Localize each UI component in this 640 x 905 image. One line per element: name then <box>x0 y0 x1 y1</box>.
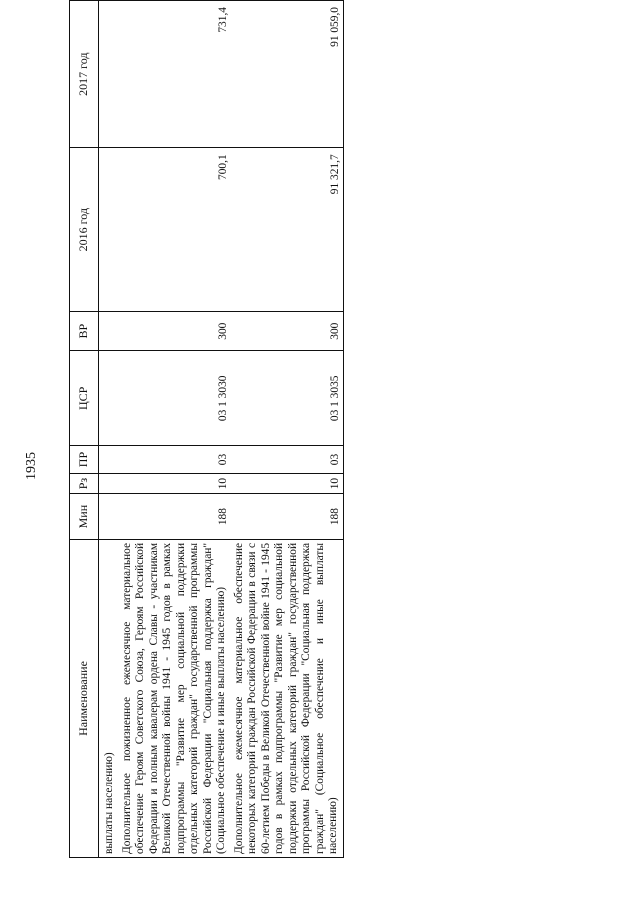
row-vr: 300 <box>231 311 344 350</box>
row-name: Дополнительное пожизненное ежемесячное материальное обеспечение Героям Советского Союза, Героям Российской Федерации и полным кавалерам ордена Славы - участникам Великой Отечественной войны 1941 - 1945 годов в рамках подпрограммы "Развитие мер социальной поддержки отдельных категорий граждан" государственной программы Российской Федерации "Социальная поддержка граждан" (Социальное обеспечение и иные выплаты населению) <box>119 539 231 857</box>
row-pr: 03 <box>231 446 344 474</box>
row-rz <box>99 473 119 493</box>
row-vr <box>99 311 119 350</box>
row-csr: 03 1 3030 <box>119 351 231 446</box>
page-number-text: 1935 <box>24 452 39 480</box>
header-name: Наименование <box>70 539 99 857</box>
row-pr <box>99 446 119 474</box>
row-min: 188 <box>231 494 344 540</box>
row-rz: 10 <box>231 473 344 493</box>
header-2016: 2016 год <box>70 148 99 312</box>
row-min <box>99 494 119 540</box>
row-rz: 10 <box>119 473 231 493</box>
row-min: 188 <box>119 494 231 540</box>
row-2016: 91 321,7 <box>231 148 344 312</box>
row-name: Дополнительное ежемесячное материальное обеспечение некоторых категорий граждан Российской Федерации в связи с 60-летием Победы в Великой Отечественной войне 1941 - 1945 годов в рамках подпрограммы "Развитие мер социальной поддержки отдельных категорий граждан" государственной программы Российской Федерации "Социальная поддержка граждан" (Социальное обеспечение и иные выплаты населению) <box>231 539 344 857</box>
header-2017: 2017 год <box>70 1 99 148</box>
row-csr: 03 1 3035 <box>231 351 344 446</box>
table-row <box>231 1 344 858</box>
header-vr: ВР <box>70 311 99 350</box>
row-name: выплаты населению) <box>99 539 119 857</box>
table-row <box>99 1 119 858</box>
row-csr <box>99 351 119 446</box>
table-header-row <box>70 1 99 858</box>
row-2016 <box>99 148 119 312</box>
header-pr: ПР <box>70 446 99 474</box>
row-2017: 731,4 <box>119 1 231 148</box>
row-2017 <box>99 1 119 148</box>
row-vr: 300 <box>119 311 231 350</box>
budget-table <box>69 0 344 858</box>
row-pr: 03 <box>119 446 231 474</box>
row-2017: 91 059,0 <box>231 1 344 148</box>
header-min: Мин <box>70 494 99 540</box>
header-csr: ЦСР <box>70 351 99 446</box>
header-rz: Рз <box>70 473 99 493</box>
row-2016: 700,1 <box>119 148 231 312</box>
table-row <box>119 1 231 858</box>
